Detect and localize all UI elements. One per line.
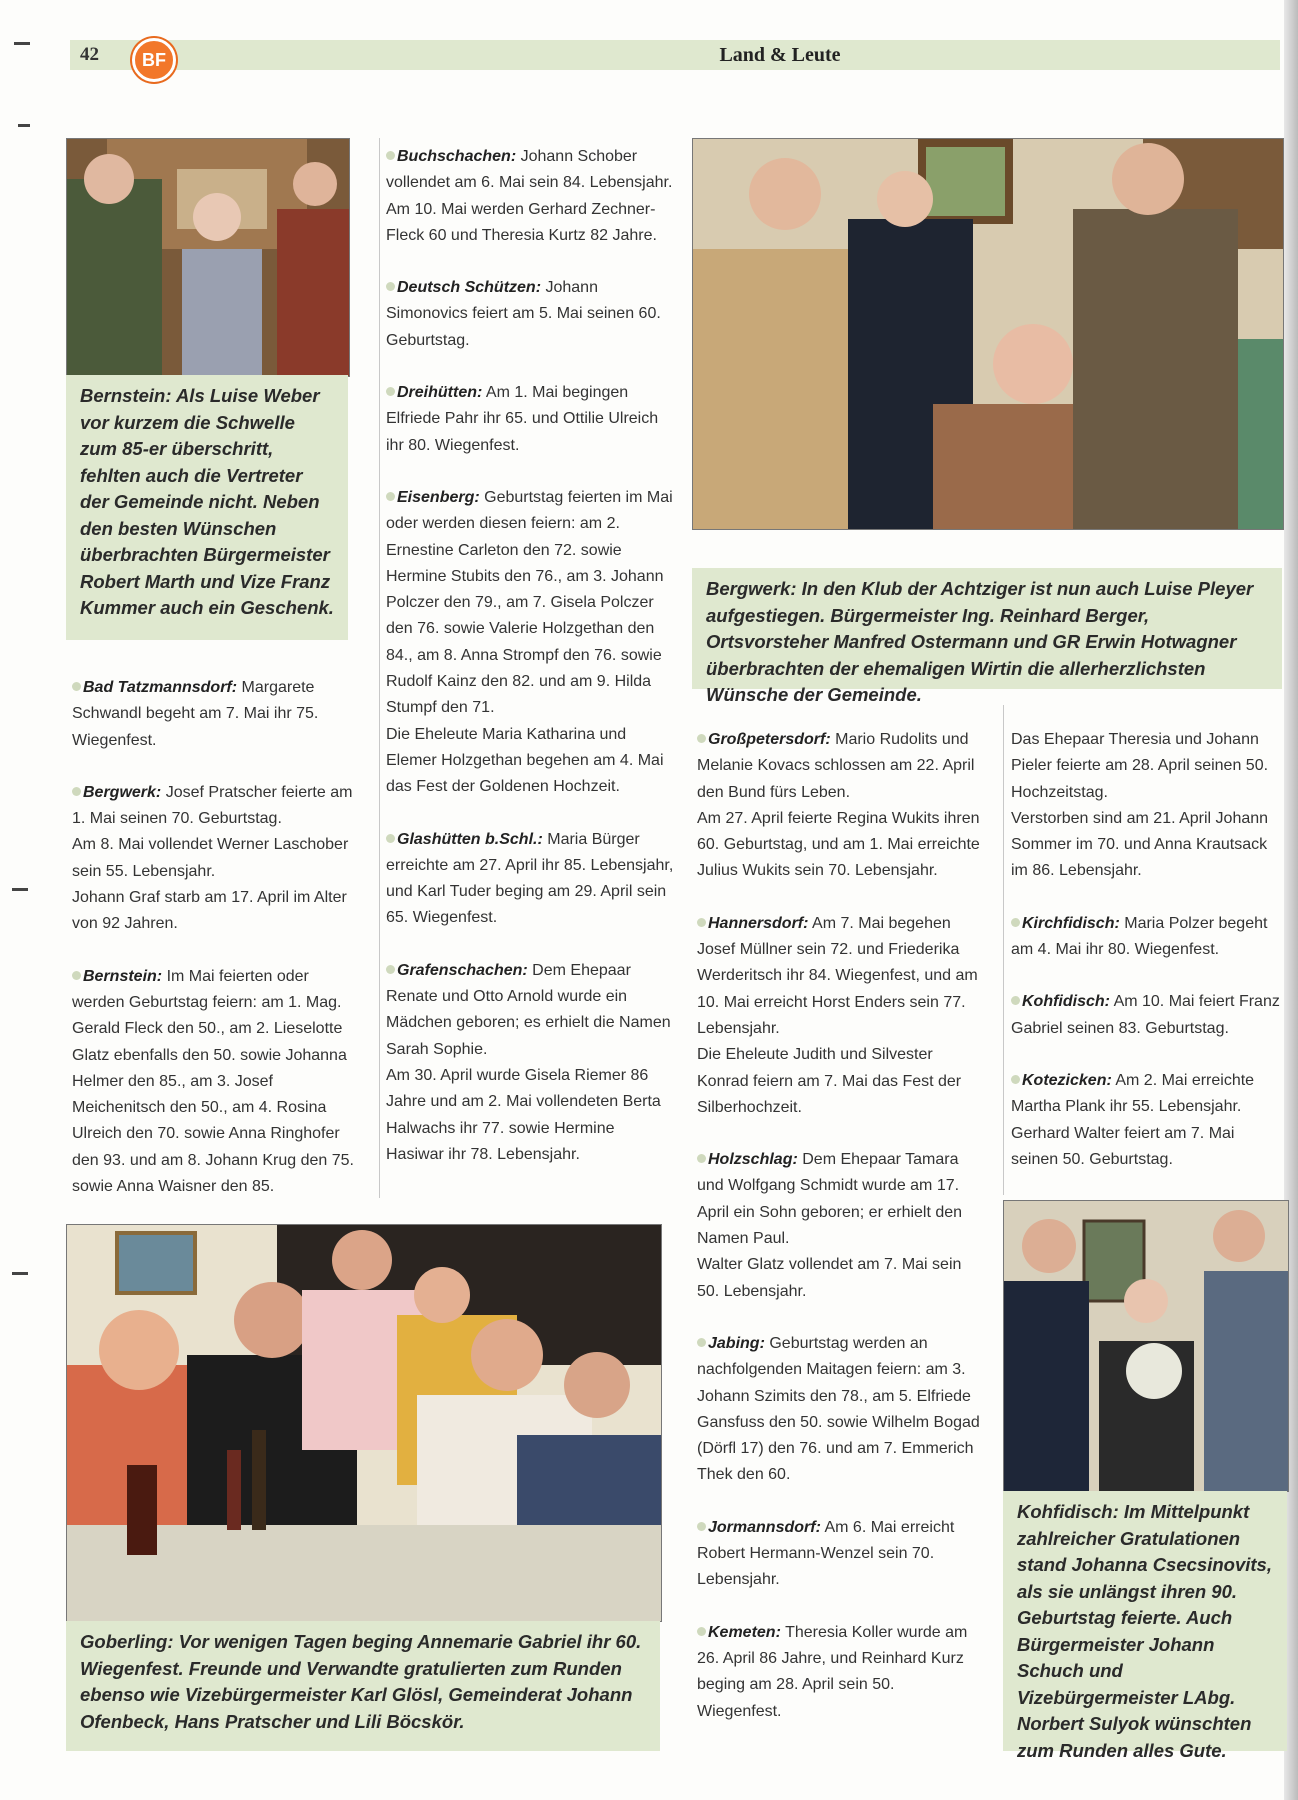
entry-holzschlag: Holzschlag: Dem Ehepaar Tamara und Wolfgang Schmidt wurde am 17. April ein Sohn geboren; er erhielt den Namen Paul. Walter Glatz vollendet am 7. Mai sein 50. Lebensjahr.: [697, 1151, 963, 1300]
caption-kohfidisch: Kohfidisch: Im Mittelpunkt zahlreicher Gratulationen stand Johanna Csecsinovits, als sie unlängst ihren 90. Geburtstag feierte. Auch Bürgermeister Johann Schuch und Vizebürgermeister LAbg. Norbert Sulyok wünschten zum Runden alles Gute.: [1003, 1491, 1287, 1751]
bullet-icon: [386, 834, 395, 843]
bullet-icon: [697, 734, 706, 743]
entry-jabing: Jabing: Geburtstag werden an nachfolgenden Maitagen feiern: am 3. Johann Szimits den 78., am 5. Elfriede Gansfuss den 50. sowie Wilhelm Bogad (Dörfl 17) den 76. und am 7. Emmerich Thek den 60.: [697, 1334, 980, 1484]
bullet-icon: [386, 492, 395, 501]
bullet-icon: [697, 1627, 706, 1636]
entry-jormannsdorf: Jormannsdorf: Am 6. Mai erreicht Robert Hermann-Wenzel sein 70. Lebensjahr.: [697, 1518, 955, 1589]
bullet-icon: [386, 387, 395, 396]
bullet-icon: [386, 965, 395, 974]
bullet-icon: [697, 1522, 706, 1531]
photo-kohfidisch: [1003, 1200, 1289, 1492]
bullet-icon: [1011, 996, 1020, 1005]
entry-bergwerk: Bergwerk: Josef Pratscher feierte am 1. Mai seinen 70. Geburtstag. Am 8. Mai vollendet Werner Laschober sein 55. Lebensjahr. Johann Graf starb am 17. April im Alter von 92 Jahren.: [72, 783, 353, 933]
scan-mark: [14, 42, 30, 45]
bullet-icon: [1011, 918, 1020, 927]
bullet-icon: [697, 1338, 706, 1347]
section-title: Land & Leute: [719, 44, 841, 66]
entry-grafenschachen: Grafenschachen: Dem Ehepaar Renate und Otto Arnold wurde ein Mädchen geboren; es erhielt die Namen Sarah Sophie. Am 30. April wurde Gisela Riemer 86 Jahre und am 2. Mai vollendeten Berta Halwachs ihr 77. sowie Hermine Hasiwar ihr 78. Lebensjahr.: [386, 961, 671, 1163]
page-number: 42: [80, 44, 99, 65]
scan-mark: [12, 888, 28, 891]
entry-eisenberg: Eisenberg: Geburtstag feierten im Mai oder werden diesen feiern: am 2. Ernestine Carleton den 72. sowie Hermine Stubits den 76., am 3. Johann Polczer den 79., am 7. Gisela Polczer den 76. sowie Valerie Holzgethan den 84., am 8. Anna Strompf den 76. sowie Rudolf Kainz den 82. und am 9. Hilda Stumpf den 71. Die Eheleute Maria Katharina und Elemer Holzgethan begehen am 4. Mai das Fest der Goldenen Hochzeit.: [386, 488, 673, 796]
caption-goberling: Goberling: Vor wenigen Tagen beging Annemarie Gabriel ihr 60. Wiegenfest. Freunde und Verwandte gratulierten zum Runden ebenso wie Vizebürgermeister Karl Glösl, Gemeinderat Johann Ofenbeck, Hans Pratscher und Lili Böcskör.: [66, 1621, 660, 1751]
bf-logo: BF: [132, 38, 176, 82]
column-1: [72, 675, 362, 1226]
entry-buchschachen: Buchschachen: Johann Schober vollendet am 6. Mai sein 84. Lebensjahr. Am 10. Mai werden Gerhard Zechner-Fleck 60 und Theresia Kurtz 82 Jahre.: [386, 148, 673, 244]
entry-hannersdorf: Hannersdorf: Am 7. Mai begehen Josef Müllner sein 72. und Friederika Werderitsch ihr 84. Wiegenfest, und am 10. Mai erreicht Horst Enders sein 77. Lebensjahr. Die Eheleute Judith und Silvester Konrad feiern am 7. Mai das Fest der Silberhochzeit.: [697, 914, 978, 1116]
scan-mark: [18, 124, 30, 127]
bullet-icon: [386, 151, 395, 160]
entry-deutsch-schuetzen: Deutsch Schützen: Johann Simonovics feiert am 5. Mai seinen 60. Geburtstag.: [386, 279, 661, 349]
entry-bernstein: Bernstein: Im Mai feierten oder werden Geburtstag feiern: am 1. Mag. Gerald Fleck den 50., am 2. Lieselotte Glatz ebenfalls den 50. sowie Johanna Helmer den 85., am 3. Josef Meichenitsch den 50., am 4. Rosina Ulreich den 70. sowie Anna Ringhofer den 93. und am 8. Johann Krug den 75. sowie Anna Waisner den 85.: [72, 967, 354, 1196]
bullet-icon: [72, 787, 81, 796]
column-divider: [379, 138, 380, 1198]
bullet-icon: [72, 682, 81, 691]
entry-glashuetten: Glashütten b.Schl.: Maria Bürger erreichte am 27. April ihr 85. Lebensjahr, und Karl Tuder beging am 29. April sein 65. Wiegenfest.: [386, 830, 674, 927]
bullet-icon: [697, 1154, 706, 1163]
bullet-icon: [386, 282, 395, 291]
column-2: [386, 144, 676, 1194]
bullet-icon: [697, 918, 706, 927]
column-3: [697, 727, 982, 1751]
column-4: [1011, 727, 1281, 1199]
column-divider: [1003, 705, 1004, 1195]
photo-bergwerk: [692, 138, 1284, 530]
entry-grosspetersdorf: Großpetersdorf: Mario Rudolits und Melanie Kovacs schlossen am 22. April den Bund fürs Leben. Am 27. April feierte Regina Wukits ihren 60. Geburtstag, und am 1. Mai erreichte Julius Wukits sein 70. Lebensjahr.: [697, 731, 980, 880]
entry-kemeten-continued: Das Ehepaar Theresia und Johann Pieler feierte am 28. April seinen 50. Hochzeitstag. Verstorben sind am 21. April Johann Sommer im 70. und Anna Krautsack im 86. Lebensjahr.: [1011, 731, 1269, 880]
bullet-icon: [72, 971, 81, 980]
caption-bernstein: Bernstein: Als Luise Weber vor kurzem die Schwelle zum 85-er überschritt, fehlten auch die Vertreter der Gemeinde nicht. Neben den besten Wünschen überbrachten Bürgermeister Robert Marth und Vize Franz Kummer auch ein Geschenk.: [66, 375, 348, 640]
entry-dreihuetten: Dreihütten: Am 1. Mai begingen Elfriede Pahr ihr 65. und Ottilie Ulreich ihr 80. Wiegenfest.: [386, 384, 659, 454]
entry-bad-tatzmannsdorf: Bad Tatzmannsdorf: Margarete Schwandl begeht am 7. Mai ihr 75. Wiegenfest.: [72, 679, 319, 749]
scan-mark: [12, 1272, 28, 1275]
entry-kirchfidisch: Kirchfidisch: Maria Polzer begeht am 4. Mai ihr 80. Wiegenfest.: [1011, 914, 1268, 959]
bullet-icon: [1011, 1075, 1020, 1084]
entry-kemeten: Kemeten: Theresia Koller wurde am 26. April 86 Jahre, und Reinhard Kurz beging am 28. April sein 50. Wiegenfest.: [697, 1623, 968, 1720]
photo-bernstein: [66, 138, 350, 377]
entry-kohfidisch: Kohfidisch: Am 10. Mai feiert Franz Gabriel seinen 83. Geburtstag.: [1011, 993, 1280, 1037]
entry-kotezicken: Kotezicken: Am 2. Mai erreichte Martha Plank ihr 55. Lebensjahr. Gerhard Walter feiert am 7. Mai seinen 50. Geburtstag.: [1011, 1071, 1255, 1168]
caption-bergwerk: Bergwerk: In den Klub der Achtziger ist nun auch Luise Pleyer aufgestiegen. Bürgermeister Ing. Reinhard Berger, Ortsvorsteher Manfred Ostermann und GR Erwin Hotwagner überbrachten der ehemaligen Wirtin die allerherzlichsten Wünsche der Gemeinde.: [692, 568, 1282, 689]
photo-goberling: [66, 1224, 662, 1622]
